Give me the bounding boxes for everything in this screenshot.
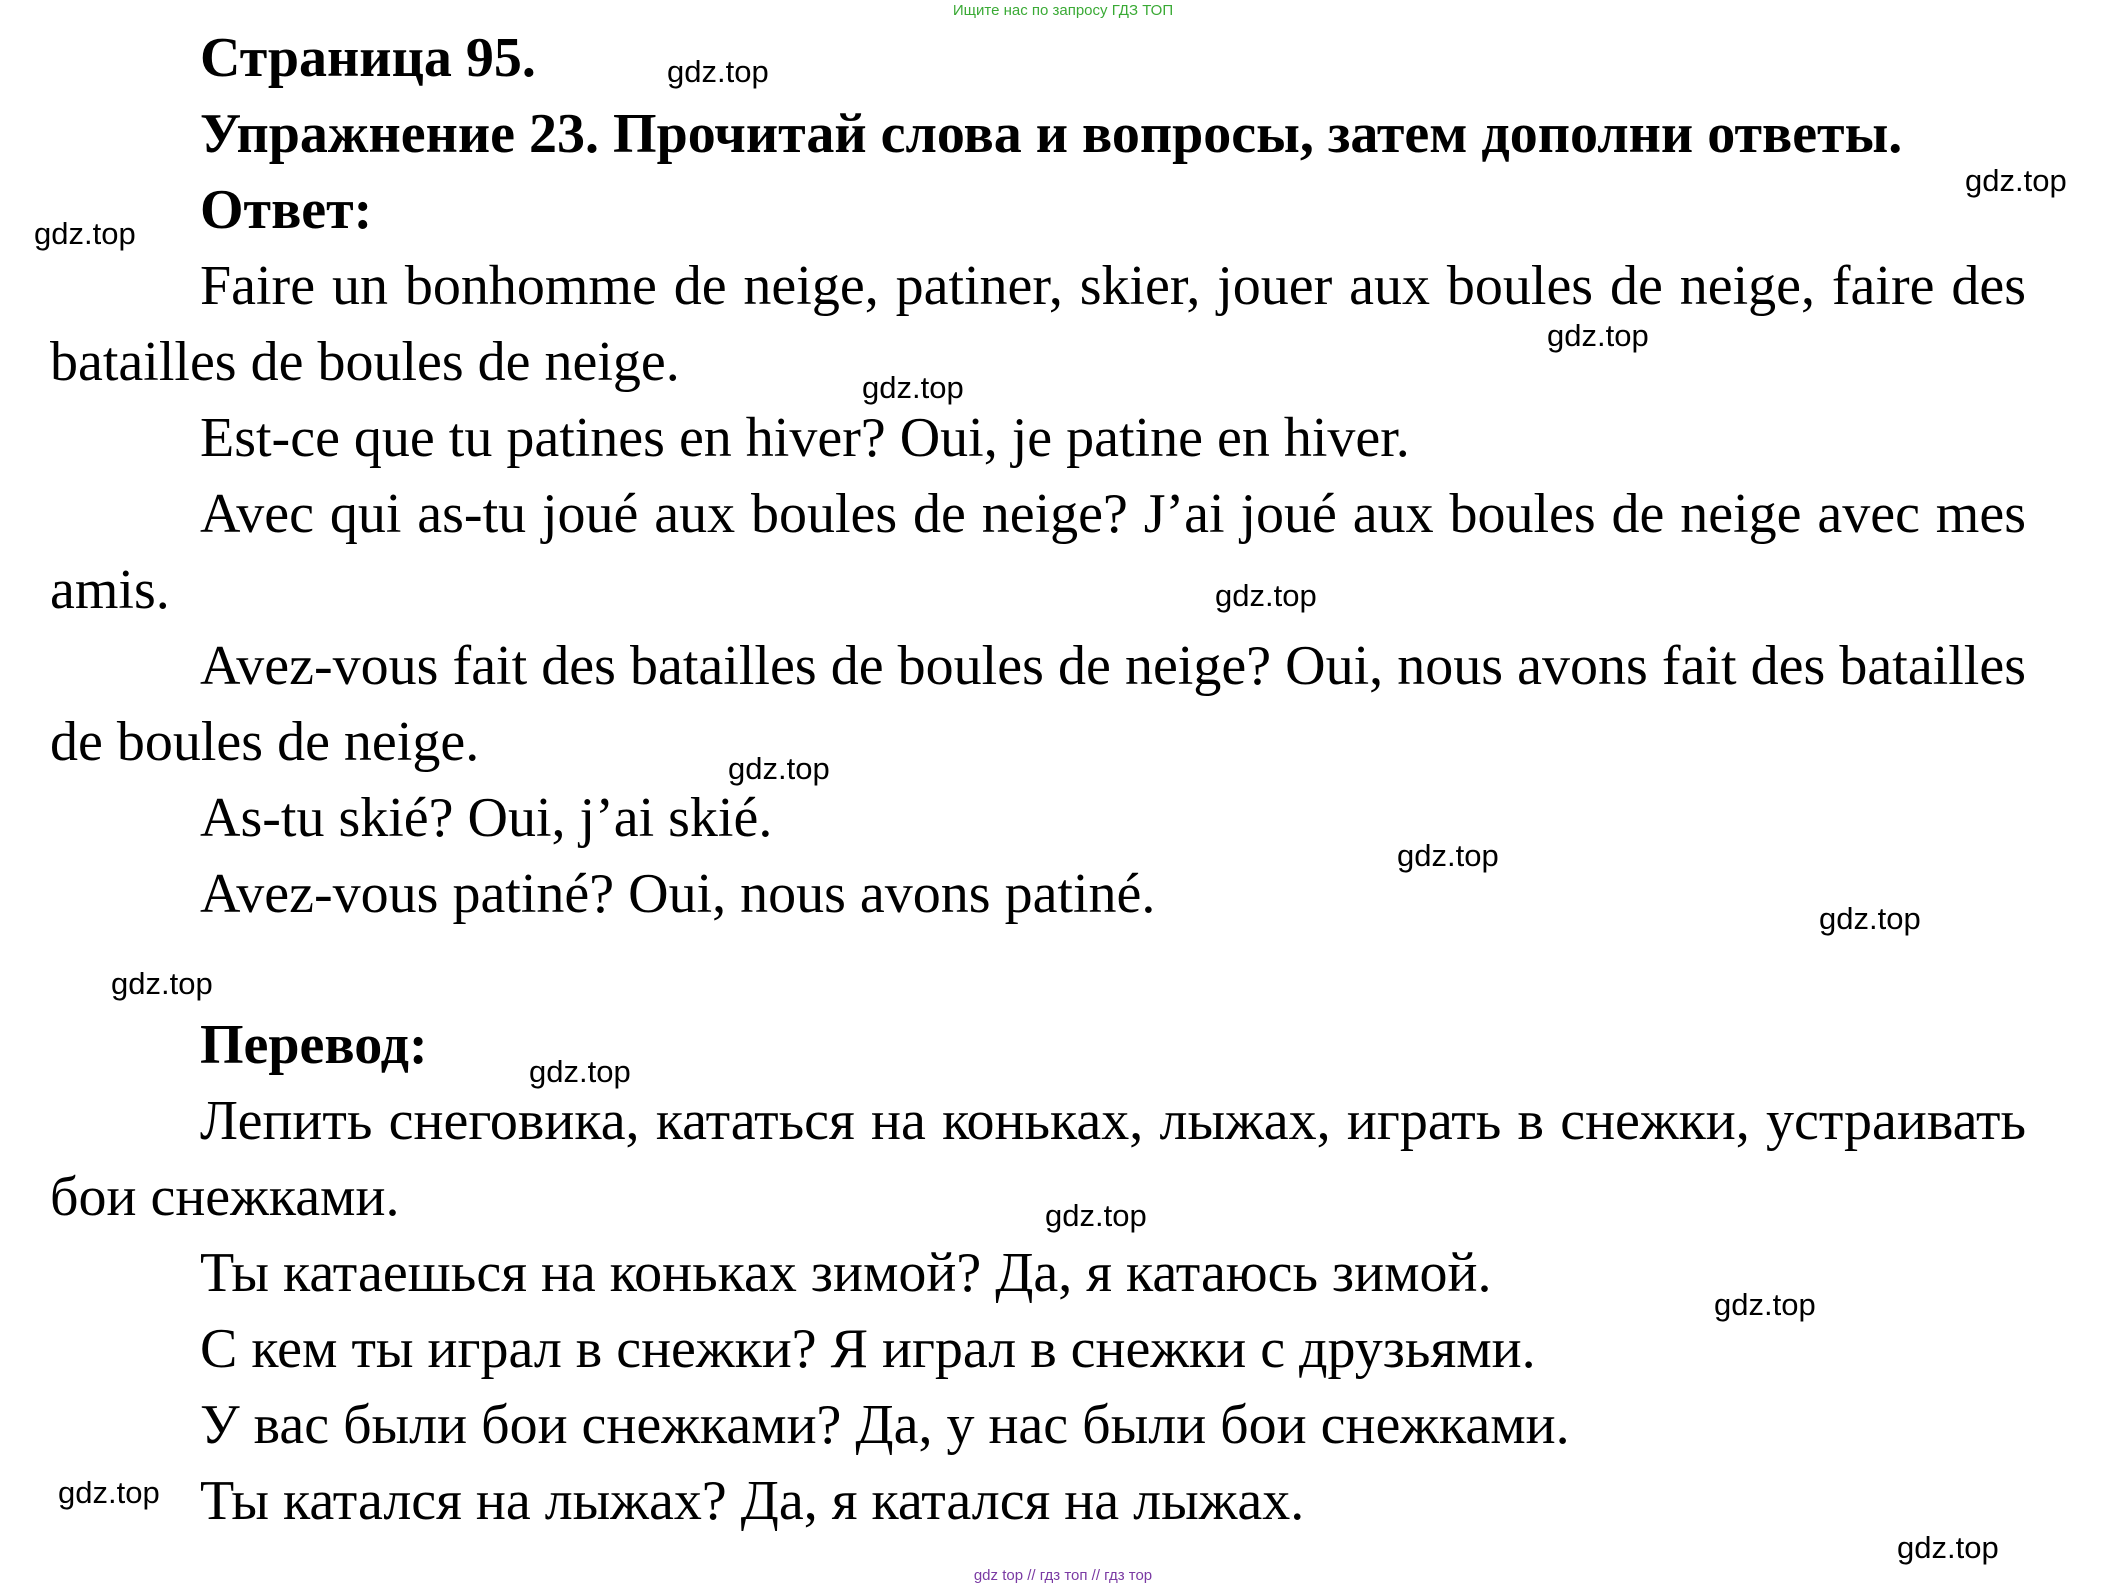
watermark: gdz.top	[1819, 901, 1921, 936]
translation-paragraph: У вас были бои снежками? Да, у нас были бои снежками.	[200, 1394, 1570, 1456]
footer-links[interactable]: gdz top // гдз топ // гдз тор	[973, 1567, 1153, 1584]
watermark: gdz.top	[529, 1054, 631, 1089]
translation-paragraph: С кем ты играл в снежки? Я играл в снежки с друзьями.	[200, 1318, 1536, 1380]
watermark: gdz.top	[1897, 1530, 1999, 1565]
answer-paragraph: Est-ce que tu patines en hiver? Oui, je patine en hiver.	[200, 407, 1410, 469]
watermark: gdz.top	[58, 1475, 160, 1510]
watermark: gdz.top	[1547, 318, 1649, 353]
exercise-title: Упражнение 23. Прочитай слова и вопросы, затем дополни ответы.	[200, 103, 1903, 165]
translation-heading: Перевод:	[200, 1014, 428, 1076]
watermark: gdz.top	[1714, 1287, 1816, 1322]
answer-heading: Ответ:	[200, 179, 373, 241]
translation-paragraph: Ты катался на лыжах? Да, я катался на лыжах.	[200, 1470, 1305, 1532]
watermark: gdz.top	[1397, 838, 1499, 873]
answer-paragraph: Avez-vous fait des batailles de boules de neige? Oui, nous avons fait des batailles de boules de neige.	[50, 635, 2026, 773]
watermark: gdz.top	[1965, 163, 2067, 198]
watermark: gdz.top	[34, 216, 136, 251]
top-banner[interactable]: Ищите нас по запросу ГДЗ ТОП	[952, 2, 1174, 19]
watermark: gdz.top	[111, 966, 213, 1001]
answer-paragraph: Avec qui as-tu joué aux boules de neige? J’ai joué aux boules de neige avec mes amis.	[50, 483, 2026, 621]
watermark: gdz.top	[1045, 1198, 1147, 1233]
answer-paragraph: Faire un bonhomme de neige, patiner, skier, jouer aux boules de neige, faire des batailles de boules de neige.	[50, 255, 2026, 393]
translation-paragraph: Лепить снеговика, кататься на коньках, лыжах, играть в снежки, устраивать бои снежками.	[50, 1090, 2026, 1228]
watermark: gdz.top	[728, 751, 830, 786]
answer-paragraph: Avez-vous patiné? Oui, nous avons patiné.	[200, 863, 1156, 925]
answer-section	[50, 248, 2026, 932]
translation-paragraph: Ты катаешься на коньках зимой? Да, я катаюсь зимой.	[200, 1242, 1492, 1304]
watermark: gdz.top	[1215, 578, 1317, 613]
page-title: Страница 95.	[200, 27, 536, 89]
translation-section	[50, 1007, 2026, 1539]
header-section	[50, 20, 2026, 248]
answer-paragraph: As-tu skié? Oui, j’ai skié.	[200, 787, 773, 849]
watermark: gdz.top	[862, 370, 964, 405]
watermark: gdz.top	[667, 54, 769, 89]
